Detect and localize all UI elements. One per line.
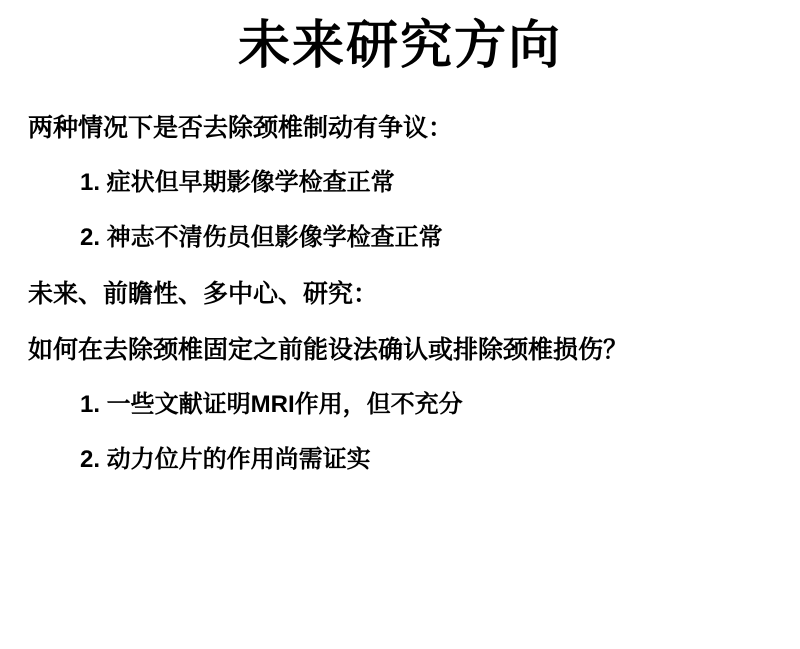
body-line-7: 2. 动力位片的作用尚需证实: [80, 445, 371, 473]
body-line-2: 1. 症状但早期影像学检查正常: [80, 169, 395, 197]
body-line-4: 未来、前瞻性、多中心、研究：: [28, 279, 379, 308]
page-title: 未来研究方向: [237, 17, 562, 75]
body-line-5: 如何在去除颈椎固定之前能设法确认或排除颈椎损伤？: [28, 335, 629, 364]
slide: [0, 18, 800, 649]
body-line-6: 1. 一些文献证明MRI作用，但不充分: [80, 390, 463, 418]
body-line-1: 两种情况下是否去除颈椎制动有争议：: [28, 114, 454, 143]
slide-body: [0, 113, 800, 474]
body-line-3: 2. 神志不清伤员但影像学检查正常: [80, 223, 443, 251]
